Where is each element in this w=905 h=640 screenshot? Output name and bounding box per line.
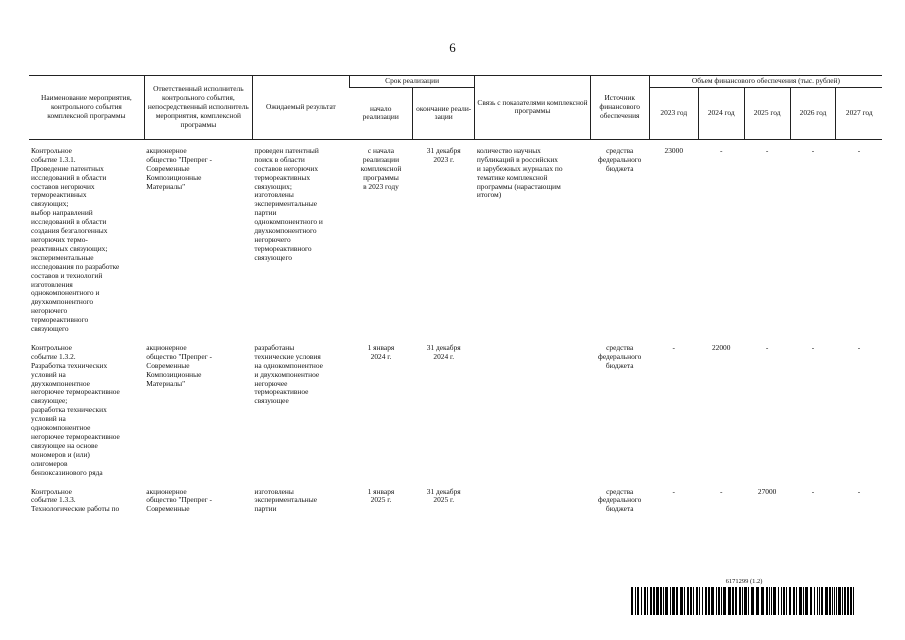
header-year-2024: 2024 год [698,87,744,139]
value-2026: - [811,342,815,352]
end-date: 31 декабря 2024 г. [426,342,461,361]
value-2026: - [811,486,815,496]
header-result: Ожидаемый результат [252,76,349,140]
barcode-image [631,587,857,615]
value-2027: - [857,486,861,496]
barcode-label: 6171299 (1.2) [725,578,763,585]
event-name: Контрольное событие 1.3.2. Разработка технических условий на двухкомпонентное негорючее термореактивное связующее; разработка технических условий на однокомпонентное негорючее термореактивное связующее на основе мономеров и (или) олигомеров бензоксазинового ряда [31,342,120,477]
responsible: акционерное общество "Препрег - Современные Композиционные Материалы" [146,342,212,388]
indicator-link [475,486,590,523]
header-finance: Объем финансового обеспечения (тыс. рублей) [649,76,882,88]
value-2026: - [811,145,815,155]
indicator-link: количество научных публикаций в российских и зарубежных журналах по тематике комплексной программы (нарастающим итогом) [476,145,563,200]
responsible: акционерное общество "Препрег - Современные [146,486,212,514]
funding-source: средства федерального бюджета [598,486,642,514]
header-start: начало реализации [349,87,412,139]
end-date: 31 декабря 2023 г. [426,145,461,164]
value-2024: 22000 [711,342,731,352]
end-date: 31 декабря 2025 г. [426,486,461,505]
value-2024: - [719,145,723,155]
header-year-2023: 2023 год [649,87,698,139]
table-row [29,342,882,486]
value-2024: - [719,486,723,496]
value-2023: - [672,342,676,352]
table-row [29,486,882,523]
header-responsible: Ответственный исполнитель контрольного события, непосредственный исполнитель мероприятия, комплексной программы [144,76,252,140]
header-year-2027: 2027 год [836,87,882,139]
funding-source: средства федерального бюджета [598,342,642,370]
header-term: Срок реализации [349,76,475,88]
header-year-2026: 2026 год [790,87,836,139]
start-date: 1 января 2025 г. [367,486,395,505]
value-2027: - [857,145,861,155]
page-number: 6 [449,40,456,55]
expected-result: разработаны технические условия на однокомпонентное и двухкомпонентное негорючее термореактивное связующее [254,342,323,406]
program-table [29,75,882,522]
responsible: акционерное общество "Препрег - Современные Композиционные Материалы" [146,145,212,191]
value-2025: - [765,145,769,155]
start-date: 1 января 2024 г. [367,342,395,361]
expected-result: изготовлены экспериментальные партии [254,486,318,514]
header-link: Связь с показателями комплексной программы [475,76,590,140]
barcode-block [631,578,857,616]
table-row [29,145,882,342]
header-source: Источник финансового обеспечения [590,76,649,140]
header-name: Наименование мероприятия, контрольного события комплексной программы [29,76,144,140]
start-date: с начала реализации комплексной программы в 2023 году [360,145,402,191]
funding-source: средства федерального бюджета [598,145,642,173]
header-year-2025: 2025 год [744,87,790,139]
value-2025: 27000 [757,486,777,496]
indicator-link [475,342,590,486]
value-2023: 23000 [664,145,684,155]
value-2025: - [765,342,769,352]
expected-result: проведен патентный поиск в области составов негорючих термореактивных связующих; изготовлены экспериментальные партии однокомпонентного и двухкомпонентного негорючего термореактивного связующего [254,145,323,262]
event-name: Контрольное событие 1.3.1. Проведение патентных исследований в области составов негорючих термореактивных связующих; выбор направлений исследований в области создания безгалогенных негорючих термо- реактивных связующих; экспериментальные исследования по разработке составов и технологий изготовления однокомпонентного и двухкомпонентного негорючего термореактивного связующего [31,145,120,334]
event-name: Контрольное событие 1.3.3. Технологические работы по [31,486,120,514]
header-end: окончание реали-зации [413,87,475,139]
value-2027: - [857,342,861,352]
value-2023: - [672,486,676,496]
